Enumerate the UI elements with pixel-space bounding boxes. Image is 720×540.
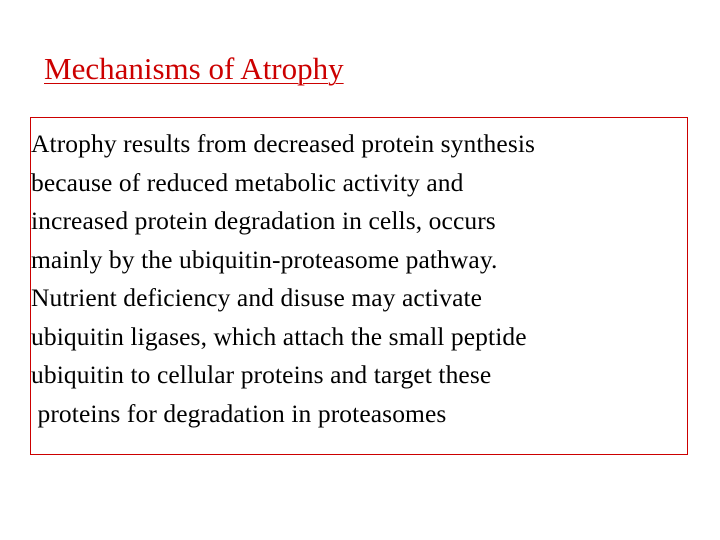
- body-paragraph: [31, 125, 535, 433]
- body-line: ubiquitin to cellular proteins and target these: [31, 360, 492, 389]
- body-line: increased protein degradation in cells, occurs: [31, 206, 496, 235]
- slide-title: Mechanisms of Atrophy: [44, 51, 344, 86]
- body-line: because of reduced metabolic activity and: [31, 167, 464, 197]
- body-line: proteins for degradation in proteasomes: [31, 398, 447, 428]
- body-line: mainly by the ubiquitin-proteasome pathway.: [31, 244, 498, 274]
- body-text-box: [30, 117, 688, 455]
- body-line: ubiquitin ligases, which attach the small peptide: [31, 321, 527, 351]
- body-line: Nutrient deficiency and disuse may activate: [31, 283, 483, 312]
- body-line: Atrophy results from decreased protein synthesis: [31, 129, 536, 158]
